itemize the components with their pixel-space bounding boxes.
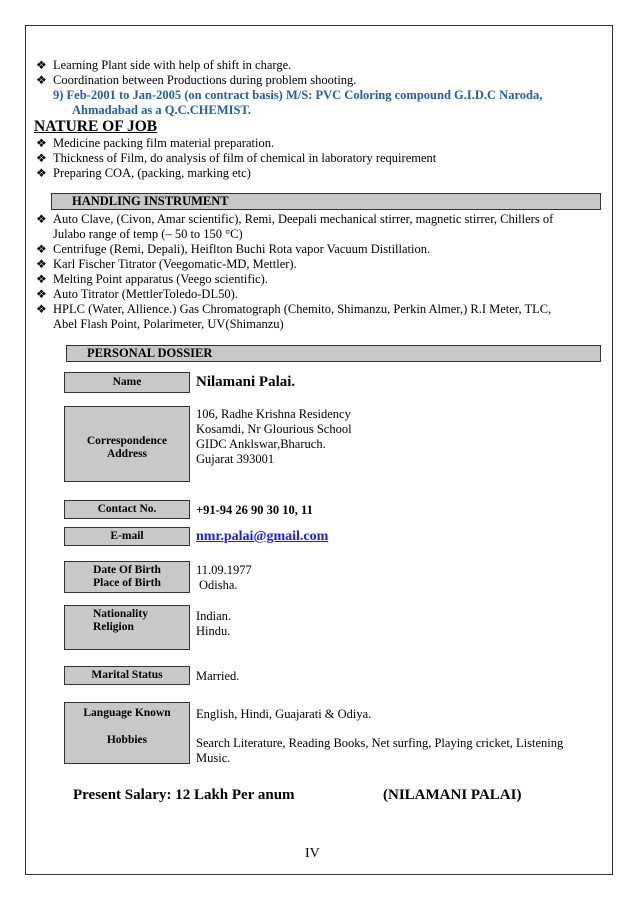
label-email: E-mail xyxy=(64,527,190,546)
bullet-diamond-icon: ❖ xyxy=(36,242,47,256)
label-language-hobbies: Language Known Hobbies xyxy=(64,702,190,764)
label-address: Correspondence Address xyxy=(64,406,190,482)
value-name: Nilamani Palai. xyxy=(196,374,296,390)
present-salary: Present Salary: 12 Lakh Per anum xyxy=(73,787,295,803)
section-heading-nature-of-job: NATURE OF JOB xyxy=(34,118,158,135)
label-name: Name xyxy=(64,372,190,393)
list-item: ❖ Coordination between Productions during problem shooting. xyxy=(36,73,357,87)
bullet-diamond-icon: ❖ xyxy=(36,58,47,72)
bullet-diamond-icon: ❖ xyxy=(36,73,47,87)
bullet-diamond-icon: ❖ xyxy=(36,151,47,165)
experience-item-9: 9) Feb-2001 to Jan-2005 (on contract basis) M/S: PVC Coloring compound G.I.D.C Naroda, Ahmadabad as a Q.C.CHEMIST. xyxy=(53,88,543,117)
label-nationality-religion: Nationality Religion xyxy=(64,605,190,650)
value-marital-status: Married. xyxy=(196,669,240,683)
list-item: ❖ Melting Point apparatus (Veego scientific). xyxy=(36,272,268,286)
list-item: ❖ Learning Plant side with help of shift in charge. xyxy=(36,58,292,72)
section-bar-personal-dossier: PERSONAL DOSSIER xyxy=(66,345,601,362)
value-address: 106, Radhe Krishna Residency Kosamdi, Nr Glourious School GIDC Anklswar,Bharuch. Gujarat 393001 xyxy=(196,407,352,466)
bullet-diamond-icon: ❖ xyxy=(36,272,47,286)
label-marital-status: Marital Status xyxy=(64,666,190,685)
bullet-diamond-icon: ❖ xyxy=(36,287,47,301)
section-bar-handling-instrument: HANDLING INSTRUMENT xyxy=(51,193,601,210)
value-email-wrap xyxy=(196,529,328,544)
email-link[interactable]: nmr.palai@gmail.com xyxy=(196,529,329,544)
list-item: ❖ Karl Fischer Titrator (Veegomatic-MD, Mettler). xyxy=(36,257,297,271)
value-dob-pob: 11.09.1977 Odisha. xyxy=(196,563,252,592)
bullet-diamond-icon: ❖ xyxy=(36,136,47,150)
signature-name: (NILAMANI PALAI) xyxy=(383,787,522,803)
list-item: ❖ Preparing COA, (packing, marking etc) xyxy=(36,166,251,180)
value-hobbies: Search Literature, Reading Books, Net surfing, Playing cricket, Listening Music. xyxy=(196,736,564,765)
list-item: ❖ HPLC (Water, Allience.) Gas Chromatograph (Chemito, Shimanzu, Perkin Almer,) R.I Meter, TLC, Abel Flash Point, Polarimeter, UV(Shimanzu) xyxy=(36,302,552,331)
list-item: ❖ Medicine packing film material preparation. xyxy=(36,136,275,150)
label-contact: Contact No. xyxy=(64,500,190,519)
list-item: ❖ Auto Titrator (MettlerToledo-DL50). xyxy=(36,287,238,301)
page-number: IV xyxy=(305,846,320,861)
bullet-diamond-icon: ❖ xyxy=(36,257,47,271)
list-item: ❖ Auto Clave, (Civon, Amar scientific), Remi, Deepali mechanical stirrer, magnetic stirrer, Chillers of Julabo range of temp (– 50 to 150 °C) xyxy=(36,212,554,241)
value-language: English, Hindi, Guajarati & Odiya. xyxy=(196,707,372,721)
list-item: ❖ Centrifuge (Remi, Depali), Heiflton Buchi Rota vapor Vacuum Distillation. xyxy=(36,242,431,256)
label-dob-pob: Date Of Birth Place of Birth xyxy=(64,561,190,593)
bullet-diamond-icon: ❖ xyxy=(36,166,47,180)
list-item: ❖ Thickness of Film, do analysis of film of chemical in laboratory requirement xyxy=(36,151,437,165)
value-nationality-religion: Indian. Hindu. xyxy=(196,609,232,638)
bullet-diamond-icon: ❖ xyxy=(36,302,47,316)
bullet-diamond-icon: ❖ xyxy=(36,212,47,226)
value-contact: +91-94 26 90 30 10, 11 xyxy=(196,503,313,517)
